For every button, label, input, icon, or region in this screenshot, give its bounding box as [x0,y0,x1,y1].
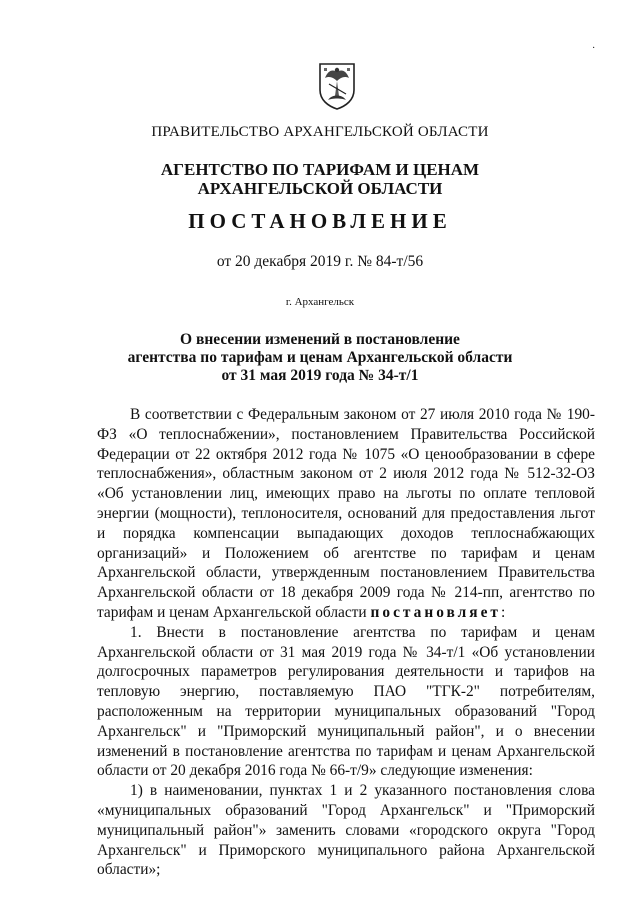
document-body [97,405,595,880]
item-1-paragraph: 1. Внести в постановление агентства по тарифам и ценам Архангельской области от 31 мая 2019 года № 34-т/1 «Об установлении долгосрочных параметров регулирования деятельности и тарифов на тепловую энергию, поставляемую ПАО "ТГК-2" потребителям, расположенным на территории муниципальных образований "Город Архангельск" и "Приморский муниципальный район", и о внесении изменений в постановление агентства по тарифам и ценам Архангельской области от 20 декабря 2016 года № 66-т/9» следующие изменения: [97,623,595,780]
subject-line-1: О внесении изменений в постановление [180,331,460,348]
item-1-1-paragraph: 1) в наименовании, пунктах 1 и 2 указанного постановления слова «муниципальных образований "Город Архангельск" и "Приморский муниципальный район"» заменить словами «городского округа "Город Архангельск" и Приморского муниципального района Архангельской области»; [97,782,595,879]
date-and-number: от 20 декабря 2019 г. № 84-т/56 [216,253,424,270]
government-name: ПРАВИТЕЛЬСТВО АРХАНГЕЛЬСКОЙ ОБЛАСТИ [151,124,489,140]
preamble-paragraph [97,405,595,623]
subject-line-2: агентства по тарифам и ценам Архангельской области [127,349,513,366]
preamble-text: В соответствии с Федеральным законом от 27 июля 2010 года № 190-ФЗ «О теплоснабжении», постановлением Правительства Российской Федерации от 22 октября 2012 года № 1075 «О ценообразовании в сфере теплоснабжения», областным законом от 2 июля 2012 года № 512-32-ОЗ «Об установлении лиц, имеющих право на льготы по оплате тепловой энергии (мощности), теплоносителя, оснований для предоставления льгот и порядка компенсации выпадающих доходов теплоснабжающих организаций» и Положением об агентстве по тарифам и ценам Архангельской области, утвержденным постановлением Правительства Архангельской области от 18 декабря 2009 года № 214-пп, агентство по тарифам и ценам Архангельской области [97,406,595,621]
city: г. Архангельск [285,296,355,308]
arkhangelsk-coat-of-arms-icon [316,60,358,110]
page-mark: · [592,43,596,54]
subject-line-3: от 31 мая 2019 года № 34-т/1 [221,367,419,384]
agency-line-2: АРХАНГЕЛЬСКОЙ ОБЛАСТИ [197,179,443,198]
document-type: ПОСТАНОВЛЕНИЕ [188,209,452,233]
document-subject [0,331,640,385]
resolves-colon: : [500,603,506,621]
resolves-word: постановляет [370,603,501,621]
agency-name [0,160,640,198]
agency-line-1: АГЕНТСТВО ПО ТАРИФАМ И ЦЕНАМ [160,160,480,179]
